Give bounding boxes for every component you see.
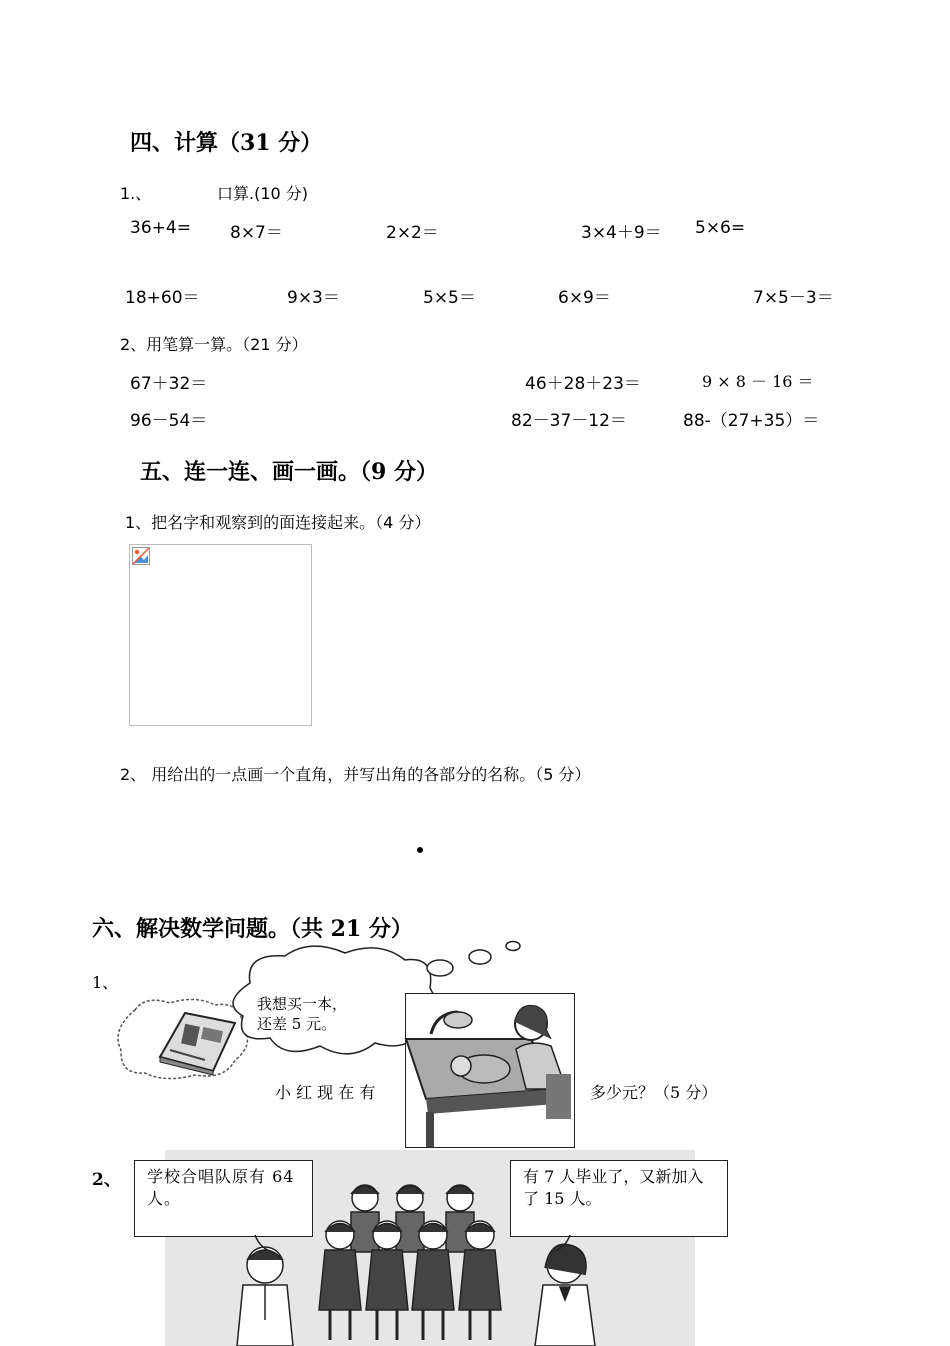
section-5-question-1: 1、把名字和观察到的面连接起来。（4 分）	[125, 513, 431, 532]
written-calc-item: 67＋32＝	[130, 374, 208, 394]
oral-calc-item: 36+4=	[130, 218, 191, 238]
given-point	[417, 847, 423, 853]
written-calc-item: 9 × 8 － 16 ＝	[702, 372, 814, 391]
section-5-question-2: 2、 用给出的一点画一个直角，并写出角的各部分的名称。（5 分）	[120, 765, 591, 784]
oral-calc-item: 7×5－3＝	[753, 288, 834, 308]
oral-calc-item: 18+60＝	[125, 288, 200, 308]
oral-calc-item: 9×3＝	[287, 288, 340, 308]
speech-box-left	[134, 1160, 313, 1237]
problem-1-number: 1、	[92, 973, 119, 992]
missing-image-placeholder	[129, 544, 312, 726]
written-calc-item: 96－54＝	[130, 411, 208, 431]
problem-1-text-right: 多少元？（5 分）	[590, 1083, 718, 1102]
broken-image-icon	[132, 547, 150, 565]
section-4-title: 四、计算（31 分）	[130, 130, 323, 156]
oral-calc-item: 5×6=	[695, 218, 746, 238]
oral-calc-item: 3×4＋9＝	[581, 223, 662, 243]
speech-line-2: 还差 5 元。	[257, 1015, 337, 1033]
question-1-number: 1.、	[120, 184, 152, 203]
section-6-title: 六、解决数学问题。（共 21 分）	[92, 916, 413, 942]
written-calc-item: 46＋28＋23＝	[525, 374, 641, 394]
oral-calc-item: 8×7＝	[230, 223, 283, 243]
speech-box-right	[510, 1160, 728, 1237]
written-calc-item: 88-（27+35）＝	[683, 411, 820, 431]
written-calc-item: 82－37－12＝	[511, 411, 627, 431]
oral-calc-item: 5×5＝	[423, 288, 476, 308]
question-2-label: 2、用笔算一算。（21 分）	[120, 335, 308, 354]
question-1-label: 口算.(10 分)	[217, 184, 309, 203]
speech-tail-right	[545, 1235, 575, 1255]
problem-2-number: 2、	[92, 1170, 121, 1190]
oral-calc-item: 2×2＝	[386, 223, 439, 243]
problem-1-text-left: 小 红 现 在 有	[275, 1083, 376, 1102]
girl-with-dog-illustration	[405, 993, 575, 1148]
speech-line-1: 我想买一本，	[257, 995, 348, 1013]
oral-calc-item: 6×9＝	[558, 288, 611, 308]
speech-box-right-text: 有 7 人毕业了，又新加入了 15 人。	[523, 1167, 704, 1208]
speech-tail-left	[250, 1235, 280, 1255]
speech-box-left-text: 学校合唱队原有 64 人。	[147, 1167, 295, 1208]
section-5-title: 五、连一连、画一画。（9 分）	[140, 459, 438, 485]
